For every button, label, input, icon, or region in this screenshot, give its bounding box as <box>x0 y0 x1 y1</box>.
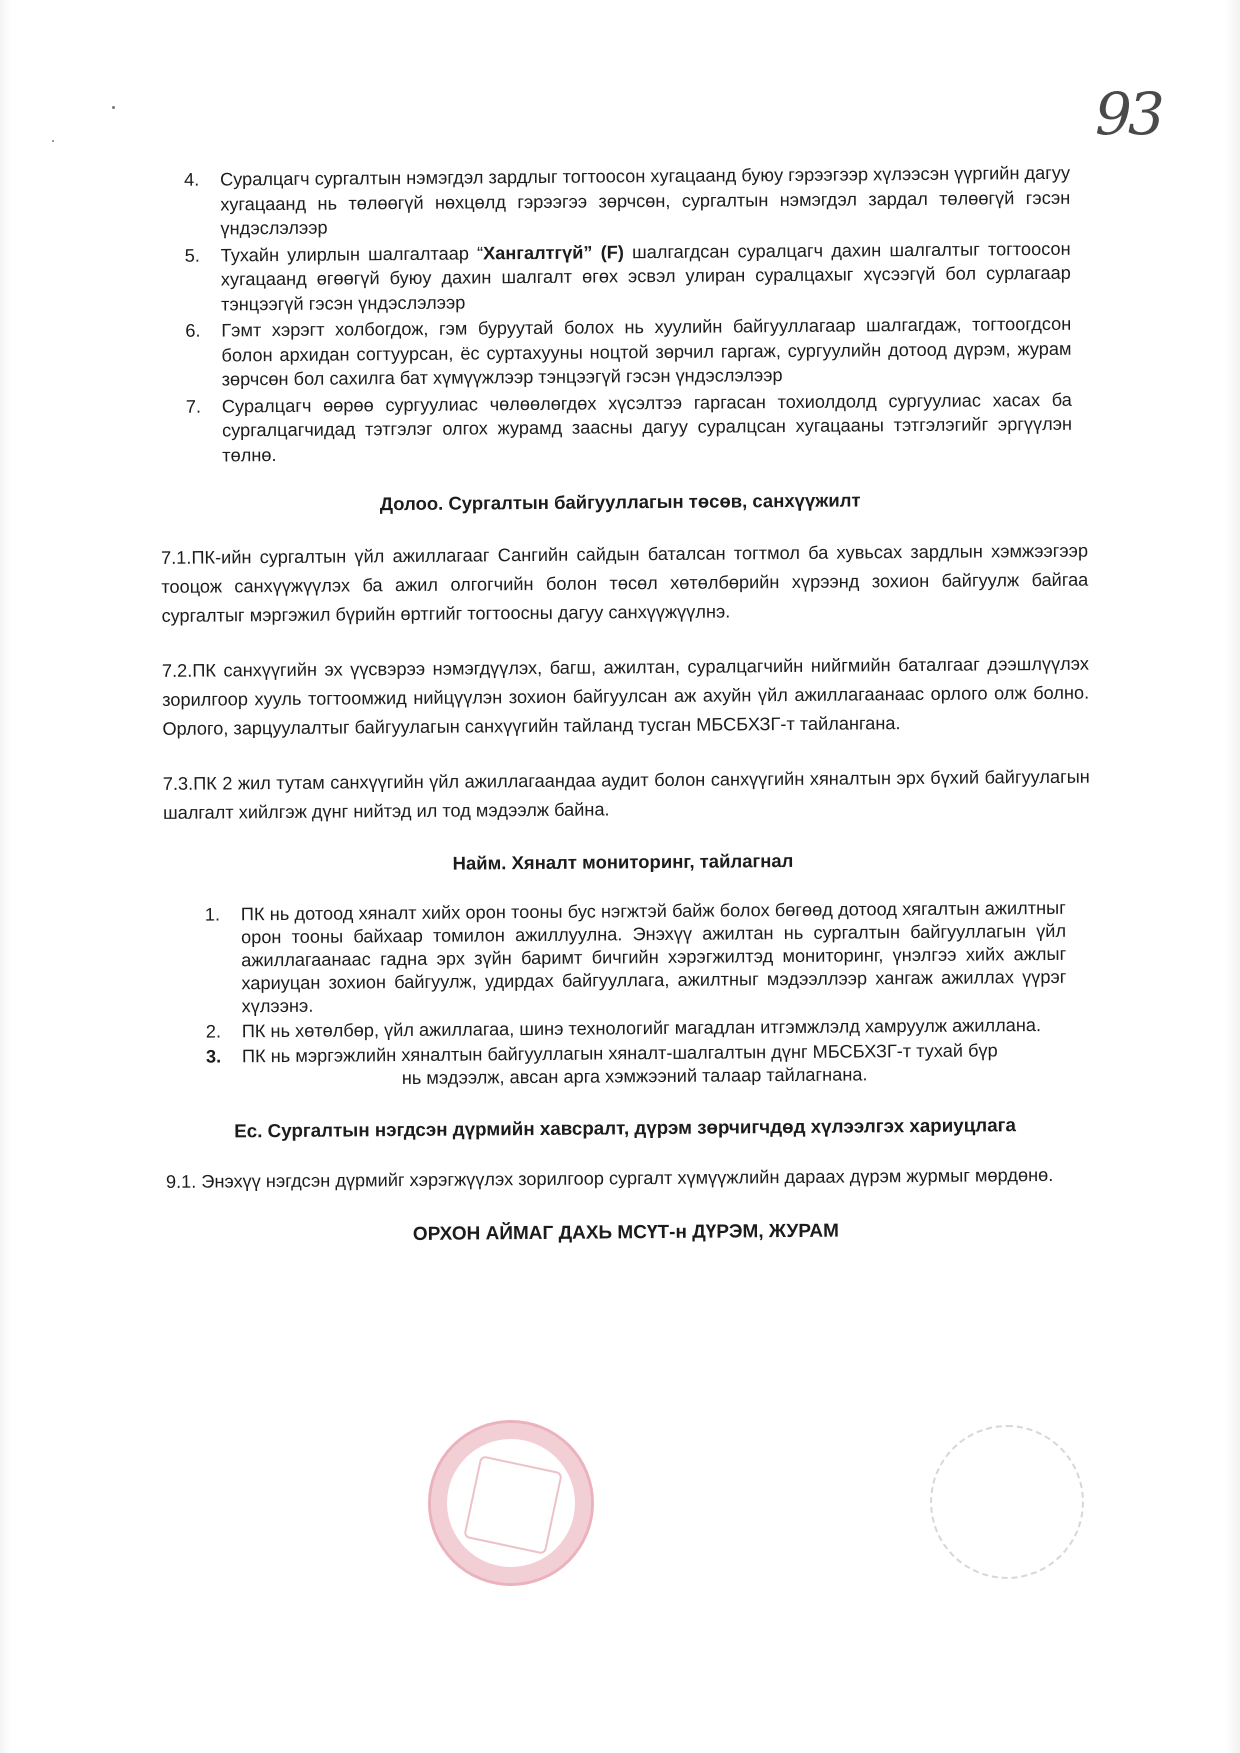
item-text-line1: ПК нь мэргэжлийн хяналтын байгууллагын хяналт-шалгалтын дүнг МБСБХЗГ-т тухай бүр <box>241 1040 998 1067</box>
paragraph-9-1: 9.1. Энэхүү нэгдсэн дүрмийг хэрэгжүүлэх зорилгоор сургалт хүмүүжлийн дараах дүрэм журмыг мөрдөнө. <box>165 1164 1054 1192</box>
item-number: 1. <box>204 904 221 925</box>
list-item <box>201 897 1067 1019</box>
item-text-after: шалгагдсан суралцагч дахин шалгалтыг тогтоосон хугацаанд өгөөгүй буюу дахин шалгалт өгөх эсвэл улиран суралцахыг хүсээгүй бол сурлагаар тэнцээгүй гэсэн үндэслэлээр <box>220 238 1071 314</box>
item-text: Суралцагч өөрөө сургуулиас чөлөөлөгдөх хүсэлтээ гаргасан тохиолдолд сургуулиас хасах ба сургалцагчидад тэтгэлэг олгох журамд заасны дагуу суралцсан хугацааны тэтгэлэгийг эргүүлэн төлнө. <box>221 389 1073 465</box>
section-heading-7: Долоо. Сургалтын байгууллагын төсөв, санхүүжилт <box>379 489 861 515</box>
paragraph-7-3: 7.3.ПК 2 жил тутам санхүүгийн үйл ажиллагаандаа аудит болон санхүүгийн хяналтын эрх бүхий байгуулагын шалгалт хийлгэж дүнг нийтэд ил тод мэдээлж байна. <box>162 766 1090 823</box>
section-heading-9: Ес. Сургалтын нэгдсэн дүрмийн хавсралт, дүрэм зөрчигчдөд хүлээлгэх хариуцлага <box>234 1114 1016 1142</box>
item-number: 2. <box>205 1021 222 1042</box>
closing-title: ОРХОН АЙМАГ ДАХЬ МСҮТ-н ДҮРЭМ, ЖУРАМ <box>412 1220 839 1245</box>
item-number: 5. <box>184 245 200 266</box>
official-seal-stamp <box>428 1420 594 1586</box>
document-body <box>150 161 1093 1250</box>
handwritten-page-number: 93 <box>1095 80 1161 148</box>
section-heading-8: Найм. Хяналт мониторинг, тайлагнал <box>452 849 794 874</box>
item-text-bold: Хангалтгүй” (F) <box>483 241 624 263</box>
item-text: Суралцагч сургалтын нэмэгдэл зардлыг тогтоосон хугацаанд буюу гэрээгээр хүлээсэн үүргийн дагуу хугацаанд нь төлөөгүй нөхцөлд гэрээгээ зөрчсөн, сургалтын нэмэгдэл зардал төлөөгүй гэсэн үндэслэлээр <box>220 162 1071 239</box>
faded-seal-stamp <box>930 1425 1084 1579</box>
paragraph-7-1: 7.1.ПК-ийн сургалтын үйл ажиллагааг Сангийн сайдын баталсан тогтмол ба хувьсах зардлын хэмжээгээр тооцож санхүүжүүлэх ба ажил олгогчийн болон төсөл хөтөлбөрийн хүрээнд зохион байгуулж байгаа сургалтыг мэргэжил бүрийн өртгийг тогтоосны дагуу санхүүжүүлнэ. <box>160 540 1089 626</box>
item-text-line2: нь мэдээлж, авсан арга хэмжээний талаар тайлагнана. <box>401 1064 868 1089</box>
item-text: Гэмт хэрэгт холбогдож, гэм буруутай болох нь хуулийн байгууллагаар шалгагдаж, тогтоогдсон болон архидан согтуурсан, ёс суртахууны ноцтой зөрчил гаргаж, сургуулийн дотоод дүрэм, журам зөрчсөн бол сахилга бат хүмүүжлээр тэнцээгүй гэсэн үндэслэлээр <box>221 313 1072 390</box>
list-item <box>182 387 1073 467</box>
list-item <box>181 236 1072 316</box>
item-number: 7. <box>185 396 202 417</box>
item-text-before: Тухайн улирлын шалгалтаар “ <box>220 242 484 265</box>
monitoring-list <box>201 897 1067 1092</box>
item-number: 3. <box>205 1046 222 1067</box>
list-item <box>181 312 1072 392</box>
scan-speck <box>112 106 115 109</box>
list-item <box>180 161 1071 241</box>
list-item <box>202 1039 1067 1092</box>
seal-inner-box <box>463 1455 563 1555</box>
scan-speck <box>52 140 54 142</box>
item-text: ПК нь хөтөлбөр, үйл ажиллагаа, шинэ технологийг магадлан итгэмжлэлд хамруулж ажиллана. <box>241 1015 1042 1042</box>
paragraph-7-2: 7.2.ПК санхүүгийн эх үүсвэрээ нэмэгдүүлэх, багш, ажилтан, суралцагчийн нийгмийн баталгааг дээшлүүлэх зорилгоор хууль тогтоомжид нийцүүлэн зохион байгуулсан аж ахуйн үйл ажиллагаанаас орлого олж болно. Орлого, зарцуулалтыг байгуулагын санхүүгийн тайланд тусган МБСБХЗГ-т тайлангана. <box>161 653 1090 739</box>
expulsion-conditions-list <box>180 161 1072 468</box>
item-number: 6. <box>185 320 201 341</box>
item-text: ПК нь дотоод хяналт хийх орон тооны бус нэгжтэй байж болох бөгөөд дотоод хягалтын ажилтныг орон тооны байхаар томилон ажиллуулна. Энэхүү ажилтан нь сургалтын байгууллагын үйл ажиллагаанаас гадна эрх зүйн баримт бичгийн хэрэгжилтэд мониторинг, үнэлгээ хийх ажлыг хариуцан зохион байгуулж, удирдах байгууллага, ажилтныг мэдээллээр хангаж ажиллах үүрэг хүлээнэ. <box>240 897 1067 1017</box>
item-number: 4. <box>184 169 200 190</box>
